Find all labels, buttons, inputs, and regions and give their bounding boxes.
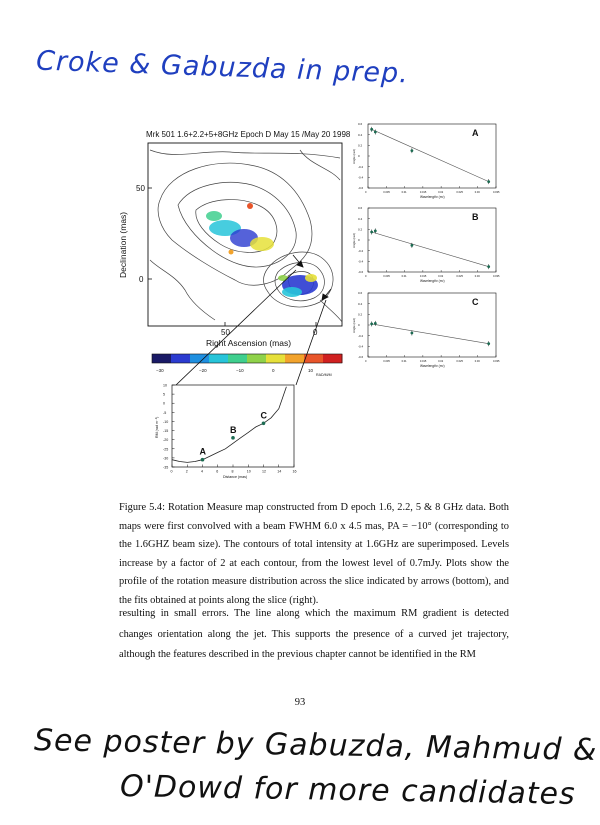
profile-ytick-label: 10 bbox=[163, 383, 167, 388]
data-point bbox=[487, 265, 490, 268]
map-ytick: 0 bbox=[139, 275, 144, 284]
fit-panel-b bbox=[352, 206, 500, 283]
profile-ytick-label: -30 bbox=[163, 456, 169, 461]
fit-panel-a bbox=[352, 122, 500, 199]
map-xtick: 50 bbox=[221, 328, 230, 337]
profile-point bbox=[262, 421, 266, 425]
panel-ytick-label: 0.4 bbox=[358, 216, 363, 221]
profile-xtick-label: 0 bbox=[170, 469, 173, 474]
profile-ytick-label: -25 bbox=[163, 447, 169, 452]
panel-ytick-label: 0.2 bbox=[358, 227, 363, 232]
profile-ytick-label: -35 bbox=[163, 465, 169, 470]
map-ytick: 50 bbox=[136, 184, 145, 193]
caption-text: Rotation Measure map constructed from D epoch 1.6, 2.2, 5 & 8 GHz data. Both maps were first convolved with a beam FWHM 6.0 x 4.5 mas, PA = −10° (corresponding to the 1.6GHZ beam size). The contours of total intensity at 1.6GHz are superimposed. Levels increase by a factor of 2 at each contour, from the lowest level of 0.7mJy. Plots show the profile of the rotation measure distribution across the slice indicated by arrows (bottom), and the fits obtained at points along the slice (right). bbox=[119, 502, 509, 606]
caption-label: Figure 5.4: bbox=[119, 502, 165, 513]
panel-xtick-label: 0.015 bbox=[419, 360, 427, 363]
panel-xlabel: Wavelength² (m²) bbox=[420, 195, 445, 199]
panel-xtick-label: 0.025 bbox=[456, 191, 463, 194]
profile-xtick-label: 12 bbox=[262, 469, 266, 474]
profile-ytick-label: -20 bbox=[163, 438, 169, 443]
data-point bbox=[374, 131, 377, 134]
panel-xtick-label: 0 bbox=[365, 360, 367, 363]
handwritten-note-bottom-line2: O'Dowd for more candidates bbox=[119, 769, 576, 812]
map-xlabel: Right Ascension (mas) bbox=[206, 338, 292, 348]
panel-ytick-label: -0.6 bbox=[358, 186, 364, 191]
fit-panels bbox=[352, 122, 500, 368]
data-point bbox=[487, 342, 490, 345]
panel-ytick-label: -0.2 bbox=[358, 333, 364, 338]
profile-ytick-label: -10 bbox=[163, 419, 169, 424]
panel-xtick-label: 0.005 bbox=[383, 191, 390, 194]
panel-xtick-label: 0.02 bbox=[438, 360, 444, 363]
profile-xtick-label: 2 bbox=[185, 469, 188, 474]
colorbar-segment bbox=[171, 354, 191, 363]
fit-panel-c bbox=[352, 291, 500, 368]
panel-ytick-label: 0.4 bbox=[358, 132, 363, 137]
panel-ylabel: Angle (rad) bbox=[352, 318, 356, 333]
profile-xtick-label: 16 bbox=[292, 469, 297, 474]
panel-xtick-label: 0.01 bbox=[401, 191, 407, 194]
colorbar-tick: −10 bbox=[236, 368, 244, 373]
profile-ylabel: RM (rad m⁻²) bbox=[155, 416, 159, 438]
panel-xtick-label: 0 bbox=[365, 275, 367, 278]
panel-xtick-label: 0 bbox=[365, 191, 367, 194]
colorbar-tick: 0 bbox=[272, 368, 275, 373]
data-point bbox=[410, 332, 413, 335]
handwritten-note-bottom-line1: See poster by Gabuzda, Mahmud & bbox=[33, 723, 598, 768]
panel-letter: A bbox=[472, 128, 479, 138]
colorbar-tick: −30 bbox=[156, 368, 164, 373]
data-point bbox=[374, 230, 377, 233]
panel-ytick-label: 0.6 bbox=[358, 291, 363, 296]
panel-letter: B bbox=[472, 212, 479, 222]
panel-xtick-label: 0.03 bbox=[474, 191, 480, 194]
panel-xtick-label: 0.015 bbox=[419, 275, 427, 278]
panel-ytick-label: 0 bbox=[358, 323, 360, 328]
panel-xtick-label: 0.01 bbox=[401, 360, 407, 363]
panel-xtick-label: 0.035 bbox=[493, 191, 500, 194]
panel-ytick-label: 0.2 bbox=[358, 143, 363, 148]
panel-xtick-label: 0.02 bbox=[438, 275, 444, 278]
panel-xtick-label: 0.015 bbox=[419, 191, 427, 194]
profile-ytick-label: -5 bbox=[163, 410, 167, 415]
panel-xtick-label: 0.02 bbox=[438, 191, 444, 194]
panel-ytick-label: 0 bbox=[358, 154, 360, 159]
panel-xtick-label: 0.03 bbox=[474, 275, 480, 278]
rm-colorbar bbox=[152, 354, 343, 363]
colorbar-unit: RAD/M/M bbox=[316, 373, 332, 377]
map-ylabel: Declination (mas) bbox=[118, 211, 128, 278]
panel-ytick-label: -0.6 bbox=[358, 355, 364, 360]
colorbar-segment bbox=[304, 354, 324, 363]
colorbar-segment bbox=[323, 354, 343, 363]
map-xtick: 0 bbox=[313, 328, 318, 337]
profile-point-label: C bbox=[260, 410, 267, 421]
profile-xtick-label: 14 bbox=[277, 469, 282, 474]
panel-xlabel: Wavelength² (m²) bbox=[420, 364, 445, 368]
panel-ytick-label: -0.6 bbox=[358, 270, 364, 275]
profile-point-label: B bbox=[230, 424, 237, 435]
profile-xtick-label: 4 bbox=[201, 469, 203, 474]
colorbar-segment bbox=[209, 354, 229, 363]
panel-ytick-label: 0.4 bbox=[358, 301, 363, 306]
data-point bbox=[370, 128, 373, 131]
colorbar-segment bbox=[152, 354, 172, 363]
profile-point-label: A bbox=[199, 446, 206, 457]
panel-xlabel: Wavelength² (m²) bbox=[420, 279, 445, 283]
profile-xtick-label: 10 bbox=[246, 469, 251, 474]
profile-point bbox=[231, 436, 235, 440]
panel-ytick-label: 0 bbox=[358, 238, 360, 243]
panel-ytick-label: 0.6 bbox=[358, 122, 363, 127]
panel-ytick-label: -0.2 bbox=[358, 164, 364, 169]
data-point bbox=[410, 149, 413, 152]
profile-xtick-label: 6 bbox=[216, 469, 219, 474]
panel-xtick-label: 0.035 bbox=[493, 360, 500, 363]
panel-ytick-label: 0.6 bbox=[358, 206, 363, 211]
handwritten-note-top: Croke & Gabuzda in prep. bbox=[35, 45, 410, 90]
colorbar-segment bbox=[247, 354, 267, 363]
profile-ytick-label: 5 bbox=[163, 392, 165, 397]
panel-xtick-label: 0.025 bbox=[456, 275, 463, 278]
panel-xtick-label: 0.01 bbox=[401, 275, 407, 278]
colorbar-tick: −20 bbox=[199, 368, 207, 373]
panel-xtick-label: 0.025 bbox=[456, 360, 463, 363]
colorbar-tick: 10 bbox=[308, 368, 314, 373]
data-point bbox=[487, 180, 490, 183]
panel-ytick-label: 0.2 bbox=[358, 312, 363, 317]
panel-ytick-label: -0.4 bbox=[358, 344, 364, 349]
body-paragraph: resulting in small errors. The line along which the maximum RM gradient is detected changes orientation along the jet. This supports the presence of a curved jet trajectory, although the features described in the previous chapter cannot be identified in the RM bbox=[119, 608, 509, 660]
profile-xlabel: Distance (mas) bbox=[223, 475, 248, 479]
profile-point bbox=[201, 458, 205, 462]
panel-ytick-label: -0.2 bbox=[358, 248, 364, 253]
panel-ytick-label: -0.4 bbox=[358, 259, 364, 264]
data-point bbox=[374, 322, 377, 325]
panel-xtick-label: 0.005 bbox=[383, 275, 390, 278]
data-point bbox=[410, 244, 413, 247]
colorbar-segment bbox=[228, 354, 248, 363]
profile-xtick-label: 8 bbox=[231, 469, 234, 474]
map-header: Mrk 501 1.6+2.2+5+8GHz Epoch D May 15 /May 20 1998 bbox=[146, 130, 351, 139]
colorbar-segment bbox=[266, 354, 286, 363]
panel-xtick-label: 0.035 bbox=[493, 275, 500, 278]
page-number: 93 bbox=[294, 697, 306, 708]
panel-ylabel: Angle (rad) bbox=[352, 149, 356, 164]
panel-ylabel: Angle (rad) bbox=[352, 233, 356, 248]
panel-letter: C bbox=[472, 297, 479, 307]
data-point bbox=[370, 323, 373, 326]
colorbar-segment bbox=[285, 354, 305, 363]
data-point bbox=[370, 231, 373, 234]
profile-ytick-label: -15 bbox=[163, 429, 169, 434]
rm-profile-plot bbox=[155, 384, 297, 480]
profile-ytick-label: 0 bbox=[163, 401, 165, 406]
rm-map bbox=[118, 130, 351, 377]
panel-xtick-label: 0.005 bbox=[383, 360, 390, 363]
figure-caption bbox=[119, 499, 509, 611]
panel-ytick-label: -0.4 bbox=[358, 175, 364, 180]
panel-xtick-label: 0.03 bbox=[474, 360, 480, 363]
